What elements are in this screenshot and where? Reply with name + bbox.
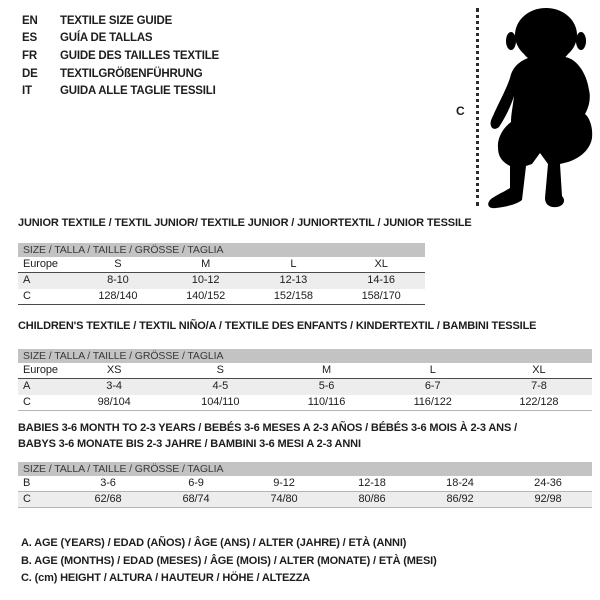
table-row — [18, 492, 592, 508]
size-cell: S — [216, 363, 224, 376]
size-cell: M — [321, 363, 332, 376]
size-cell: 14-16 — [367, 273, 395, 286]
row-label: C — [23, 395, 31, 408]
table-row — [18, 289, 425, 305]
row-label: C — [23, 493, 31, 505]
size-cell: 9-12 — [273, 477, 295, 489]
legend-language-label: GUIDA ALLE TAGLIE TESSILI — [60, 85, 216, 98]
size-cell: 6-9 — [188, 477, 204, 489]
size-cell: 104/110 — [201, 395, 240, 408]
size-section-babies — [18, 421, 592, 508]
size-cell: 122/128 — [519, 395, 559, 408]
table-row — [18, 395, 592, 411]
size-cell: 92/98 — [534, 493, 562, 505]
section-title: BABIES 3-6 MONTH TO 2-3 YEARS / BEBÉS 3-6 MESES A 2-3 AÑOS / BÉBÉS 3-6 MOIS À 2-3 ANS / — [18, 422, 517, 434]
size-cell: 110/116 — [307, 395, 346, 408]
size-cell: 6-7 — [424, 379, 441, 392]
size-cell: XS — [106, 363, 122, 376]
size-cell: 152/158 — [273, 289, 313, 302]
legend-language-code: DE — [22, 67, 38, 80]
legend-item — [22, 65, 219, 83]
table-row — [18, 273, 425, 289]
size-cell: 10-12 — [191, 273, 220, 286]
toddler-silhouette-icon — [484, 4, 600, 210]
size-header-bar: SIZE / TALLA / TAILLE / GRÖSSE / TAGLIA — [18, 243, 425, 257]
size-cell: 86/92 — [446, 493, 474, 505]
size-header-bar: SIZE / TALLA / TAILLE / GRÖSSE / TAGLIA — [18, 349, 592, 363]
row-label: B — [23, 477, 31, 489]
table-row — [18, 363, 592, 379]
size-cell: 4-5 — [212, 379, 229, 392]
size-cell: 12-13 — [279, 273, 308, 286]
size-cell: XL — [532, 363, 546, 376]
size-cell: 7-8 — [531, 379, 547, 392]
legend-item — [22, 82, 219, 100]
size-cell: 3-6 — [100, 477, 116, 489]
legend-language-label: GUÍA DE TALLAS — [60, 32, 153, 45]
size-cell: 3-4 — [106, 379, 122, 392]
size-cell: 18-24 — [446, 477, 474, 489]
legend-language-label: TEXTILE SIZE GUIDE — [60, 14, 173, 27]
legend-item — [22, 47, 219, 65]
row-label: C — [23, 289, 31, 302]
row-label: Europe — [23, 257, 58, 270]
size-cell: L — [429, 363, 436, 376]
row-label: Europe — [23, 363, 58, 376]
row-label: A — [23, 273, 31, 286]
size-cell: L — [290, 257, 297, 270]
size-cell: S — [114, 257, 122, 270]
size-cell: 62/68 — [94, 493, 122, 505]
size-cell: M — [201, 257, 211, 270]
footnote: A. AGE (YEARS) / EDAD (AÑOS) / ÂGE (ANS) / ALTER (JAHRE) / ETÀ (ANNI) — [21, 537, 407, 549]
size-cell: 24-36 — [534, 477, 562, 489]
legend-item — [22, 12, 219, 30]
table-row — [18, 379, 592, 395]
size-cell: 80/86 — [358, 493, 386, 505]
footnote: C. (cm) HEIGHT / ALTURA / HAUTEUR / HÖHE / ALTEZZA — [21, 572, 311, 585]
size-cell: 12-18 — [358, 477, 386, 489]
height-measure-dotted-line — [476, 8, 479, 206]
size-cell: 158/170 — [361, 289, 401, 302]
size-cell: XL — [374, 257, 388, 270]
size-section-junior — [18, 216, 472, 305]
table-row — [18, 476, 592, 492]
size-cell: 74/80 — [270, 493, 298, 505]
size-cell: 5-6 — [318, 379, 335, 392]
legend-language-label: GUIDE DES TAILLES TEXTILE — [60, 49, 219, 62]
legend-language-code: EN — [22, 14, 38, 27]
size-section-children — [18, 319, 592, 411]
legend-item — [22, 30, 219, 48]
measure-label-c: C — [456, 104, 465, 118]
size-table — [18, 257, 425, 305]
size-table — [18, 363, 592, 411]
footnotes — [21, 535, 437, 588]
section-title: JUNIOR TEXTILE / TEXTIL JUNIOR/ TEXTILE JUNIOR / JUNIORTEXTIL / JUNIOR TESSILE — [18, 217, 472, 229]
legend-language-label: TEXTILGRÖßENFÜHRUNG — [60, 67, 203, 80]
size-table — [18, 476, 592, 508]
legend-language-code: ES — [22, 32, 37, 45]
table-row — [18, 257, 425, 273]
legend-language-code: IT — [22, 85, 32, 98]
size-cell: 116/122 — [413, 395, 452, 408]
row-label: A — [23, 379, 31, 392]
size-cell: 8-10 — [107, 273, 129, 286]
size-cell: 128/140 — [98, 289, 138, 302]
section-title: BABYS 3-6 MONATE BIS 2-3 JAHRE / BAMBINI 3-6 MESI A 2-3 ANNI — [18, 437, 361, 450]
size-cell: 68/74 — [182, 493, 210, 505]
legend-language-code: FR — [22, 49, 37, 62]
language-legend — [22, 12, 219, 100]
size-header-bar: SIZE / TALLA / TAILLE / GRÖSSE / TAGLIA — [18, 462, 592, 476]
size-cell: 140/152 — [186, 289, 226, 302]
size-cell: 98/104 — [97, 395, 131, 408]
footnote: B. AGE (MONTHS) / EDAD (MESES) / ÂGE (MOIS) / ALTER (MONATE) / ETÀ (MESI) — [21, 554, 437, 567]
section-title: CHILDREN'S TEXTILE / TEXTIL NIÑO/A / TEXTILE DES ENFANTS / KINDERTEXTIL / BAMBINI TESSILE — [18, 320, 537, 332]
